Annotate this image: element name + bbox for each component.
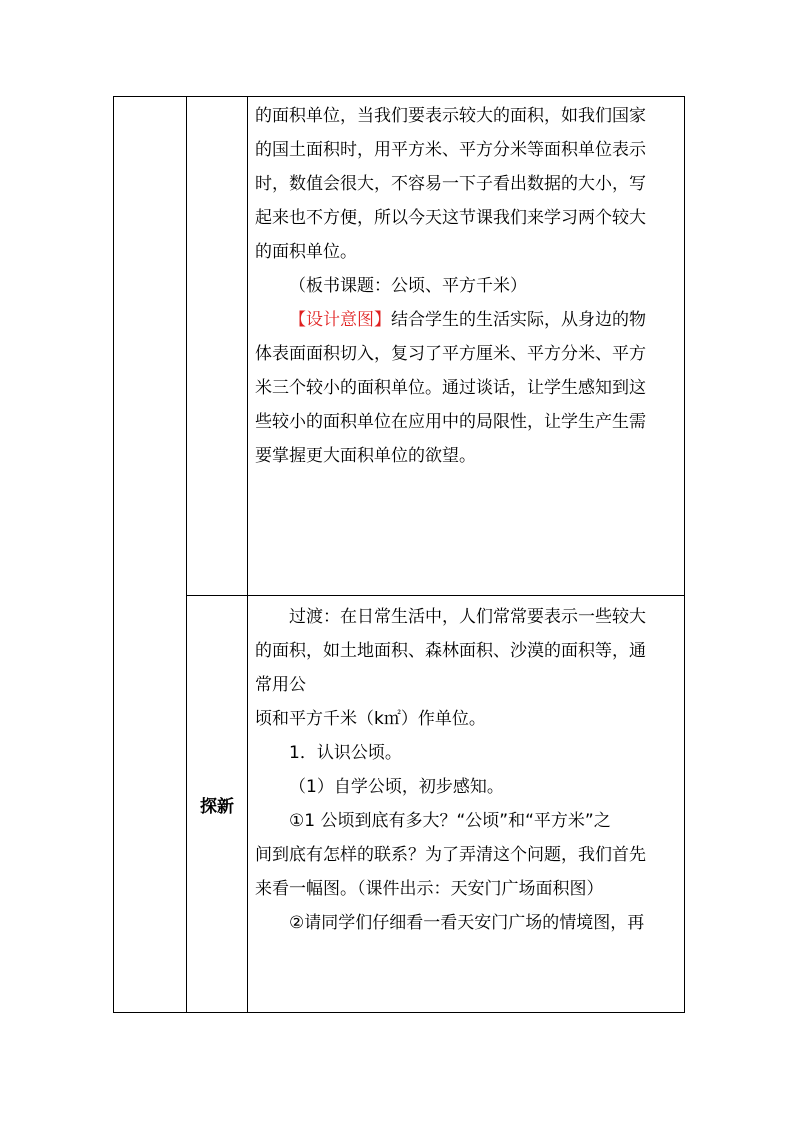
text-line: 体表面面积切入，复习了平方厘米、平方分米、平方 [255,344,646,364]
text-line: 的国土面积时，用平方米、平方分米等面积单位表示 [255,140,646,160]
design-intent-text: 结合学生的生活实际，从身边的物 [391,310,646,330]
text-line: 时，数值会很大，不容易一下子看出数据的大小，写 [255,174,646,194]
transition-line: 过渡：在日常生活中，人们常常要表示一些较大 [289,607,646,627]
text-line: 要掌握更大面积单位的欲望。 [255,446,476,466]
item-1: 1．认识公顷。 [289,743,402,763]
design-intent-paragraph [255,303,685,337]
row-divider [186,595,684,596]
text-line: 起来也不方便，所以今天这节课我们来学习两个较大 [255,208,646,228]
explore-content-cell [255,600,685,940]
board-title: （板书课题：公顷、平方千米） [289,276,527,296]
text-line: 常用公 [255,675,306,695]
text-line: 来看一幅图。（课件出示：天安门广场面积图） [255,879,604,899]
text-line: 些较小的面积单位在应用中的局限性，让学生产生需 [255,412,646,432]
units-line: 顷和平方千米（k㎡）作单位。 [255,709,486,729]
text-line: 的面积单位。 [255,242,357,262]
text-line: 的面积，如土地面积、森林面积、沙漠的面积等，通 [255,641,646,661]
question-2: ②请同学们仔细看一看天安门广场的情境图，再 [289,913,645,933]
text-line: 米三个较小的面积单位。通过谈话，让学生感知到这 [255,378,646,398]
item-1-1: （1）自学公顷，初步感知。 [289,777,504,797]
question-1: ①1 公顷到底有多大？“公顷”和“平方米”之 [289,811,611,831]
column-divider-2 [247,97,248,1012]
text-line: 的面积单位，当我们要表示较大的面积，如我们国家 [255,106,646,126]
text-line: 间到底有怎样的联系？为了弄清这个问题，我们首先 [255,845,646,865]
column-divider-1 [186,97,187,1012]
design-intent-tag: 【设计意图】 [289,310,391,330]
lesson-plan-table [113,96,685,1013]
section-label-explore: 探新 [200,797,234,817]
intro-content-cell [255,99,685,473]
